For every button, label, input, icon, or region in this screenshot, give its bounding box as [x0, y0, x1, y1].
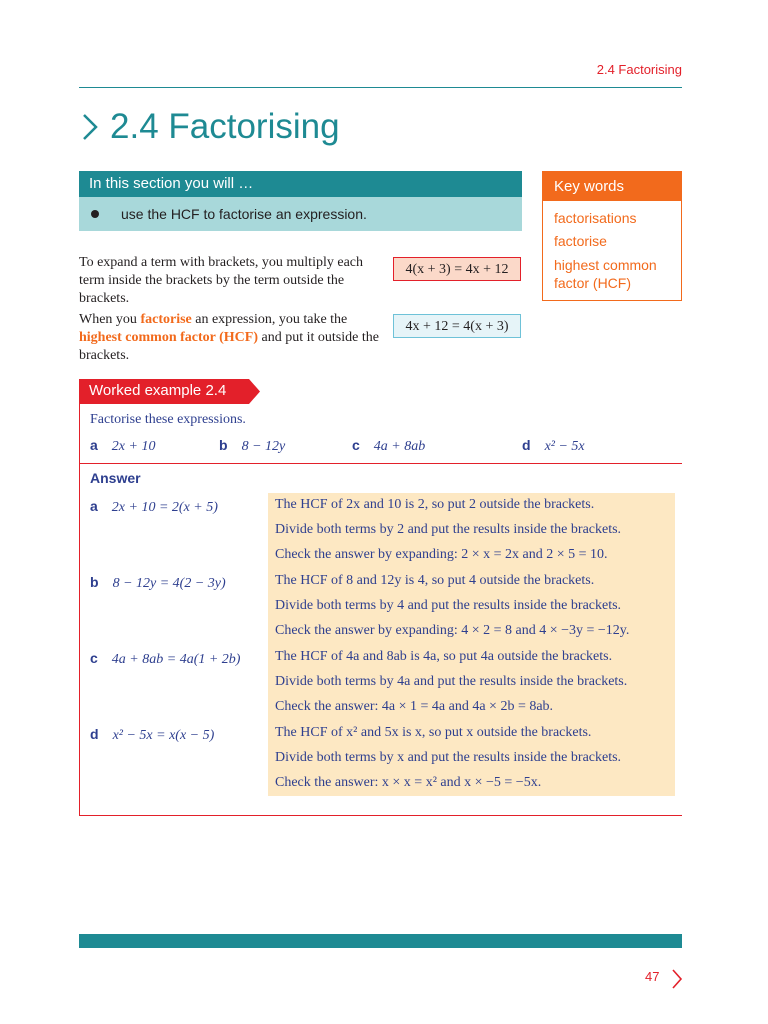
explanation-line: Check the answer: 4a × 1 = 4a and 4a × 2b = 8ab.: [275, 699, 554, 714]
learning-objective: use the HCF to factorise an expression.: [121, 206, 367, 222]
question-answer-divider: [79, 463, 682, 464]
explanation-line: Divide both terms by 4a and put the results inside the brackets.: [275, 674, 628, 689]
explanation-line: Divide both terms by x and put the results inside the brackets.: [275, 750, 622, 765]
footer-bar: [79, 934, 682, 948]
explanation-line: The HCF of x² and 5x is x, so put x outside the brackets.: [275, 725, 592, 740]
answer-d: d x² − 5x = x(x − 5): [90, 726, 215, 743]
worked-example-border-bottom: [79, 815, 682, 816]
learning-objectives-heading: In this section you will …: [79, 171, 522, 197]
explanation-panel: [268, 493, 675, 796]
page-title: 2.4 Factorising: [110, 107, 340, 146]
explanation-line: The HCF of 2x and 10 is 2, so put 2 outside the brackets.: [275, 497, 595, 512]
worked-example-tab: [79, 379, 261, 404]
answer-a: a 2x + 10 = 2(x + 5): [90, 498, 218, 515]
key-words-heading: Key words: [543, 172, 681, 201]
learning-objectives-body: [79, 197, 522, 231]
factorise-equation-box: 4x + 12 = 4(x + 3): [393, 314, 521, 338]
question-part-b: b 8 − 12y: [219, 437, 286, 454]
running-header: 2.4 Factorising: [596, 62, 682, 77]
explanation-line: Divide both terms by 4 and put the results inside the brackets.: [275, 598, 622, 613]
question-part-a: a 2x + 10: [90, 437, 156, 454]
explanation-line: Check the answer: x × x = x² and x × −5 = −5x.: [275, 775, 542, 790]
keyword-factorise: factorise: [140, 312, 192, 327]
header-rule: [79, 87, 682, 88]
explanation-line: Divide both terms by 2 and put the results inside the brackets.: [275, 522, 622, 537]
explanation-line: Check the answer by expanding: 2 × x = 2x and 2 × 5 = 10.: [275, 547, 608, 562]
bullet-icon: [91, 210, 99, 218]
learning-objectives-box: [79, 171, 522, 231]
intro-paragraph-factorise: When you factorise an expression, you take the highest common factor (HCF) and put it outside the brackets.: [79, 312, 379, 363]
chevron-right-icon: [78, 107, 102, 147]
key-word: highest common factor (HCF): [554, 257, 657, 291]
explanation-line: The HCF of 8 and 12y is 4, so put 4 outside the brackets.: [275, 573, 595, 588]
next-page-icon: [670, 967, 684, 991]
key-words-box: [542, 171, 682, 301]
question-part-c: c 4a + 8ab: [352, 437, 426, 454]
question-part-d: d x² − 5x: [522, 437, 585, 454]
intro-paragraph-expand: To expand a term with brackets, you multiply each term inside the brackets by the term outside the brackets.: [79, 255, 363, 306]
key-word: factorise: [554, 233, 607, 249]
key-words-list: [543, 201, 681, 292]
answer-heading: Answer: [90, 470, 141, 486]
question-text: Factorise these expressions.: [90, 412, 246, 427]
worked-example-title: Worked example 2.4: [89, 382, 227, 399]
section-title: [78, 107, 340, 147]
explanation-line: The HCF of 4a and 8ab is 4a, so put 4a outside the brackets.: [275, 649, 613, 664]
key-word: factorisations: [554, 210, 637, 226]
expand-equation-box: 4(x + 3) = 4x + 12: [393, 257, 521, 281]
page-number: 47: [645, 969, 660, 984]
answer-c: c 4a + 8ab = 4a(1 + 2b): [90, 650, 241, 667]
explanation-line: Check the answer by expanding: 4 × 2 = 8 and 4 × −3y = −12y.: [275, 623, 630, 638]
answer-b: b 8 − 12y = 4(2 − 3y): [90, 574, 226, 591]
keyword-hcf: highest common factor (HCF): [79, 330, 258, 345]
worked-example-border: [79, 404, 80, 816]
